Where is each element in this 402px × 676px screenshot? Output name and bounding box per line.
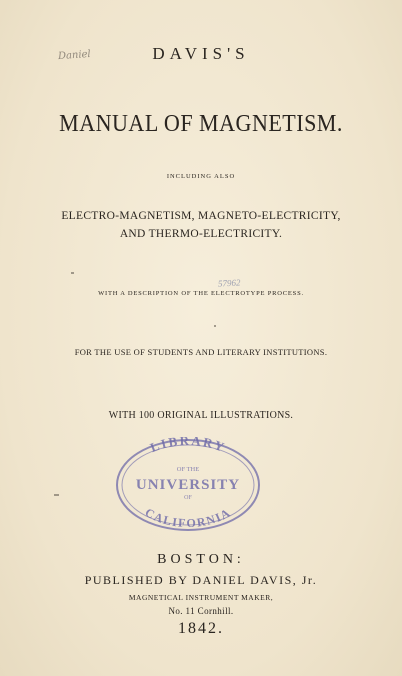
including-line: INCLUDING ALSO	[166, 173, 236, 180]
stamp-bottom-text: CALIFORNIA	[142, 505, 234, 531]
ink-speck	[214, 325, 216, 327]
imprint-address: No. 11 Cornhill.	[168, 606, 234, 616]
stamp-of-the-text: OF THE	[176, 466, 200, 473]
stamp-middle-text: UNIVERSITY	[135, 477, 241, 493]
description-line: WITH A DESCRIPTION OF THE ELECTROTYPE PROCESS.	[98, 290, 304, 297]
pencil-accession-number: 57962	[217, 277, 241, 289]
library-stamp	[114, 437, 262, 533]
imprint-maker: MAGNETICAL INSTRUMENT MAKER,	[128, 593, 274, 602]
ink-speck	[54, 494, 59, 496]
imprint-year: 1842.	[178, 620, 224, 637]
stamp-of-text: OF	[184, 495, 192, 501]
audience-line: FOR THE USE OF STUDENTS AND LITERARY INSTITUTIONS.	[74, 347, 328, 357]
handwritten-signature: Daniel	[57, 48, 92, 63]
subject-line-1: ELECTRO-MAGNETISM, MAGNETO-ELECTRICITY,	[61, 210, 341, 222]
subject-line-2: AND THERMO-ELECTRICITY.	[119, 228, 283, 240]
imprint-city: BOSTON:	[157, 552, 245, 567]
main-title: MANUAL OF MAGNETISM.	[59, 111, 343, 137]
ink-speck	[71, 272, 74, 274]
illustrations-line: WITH 100 ORIGINAL ILLUSTRATIONS.	[108, 410, 294, 421]
author-title: DAVIS'S	[152, 44, 250, 63]
imprint-publisher: PUBLISHED BY DANIEL DAVIS, Jr.	[84, 573, 318, 587]
stamp-top-text: LIBRARY	[147, 437, 229, 456]
